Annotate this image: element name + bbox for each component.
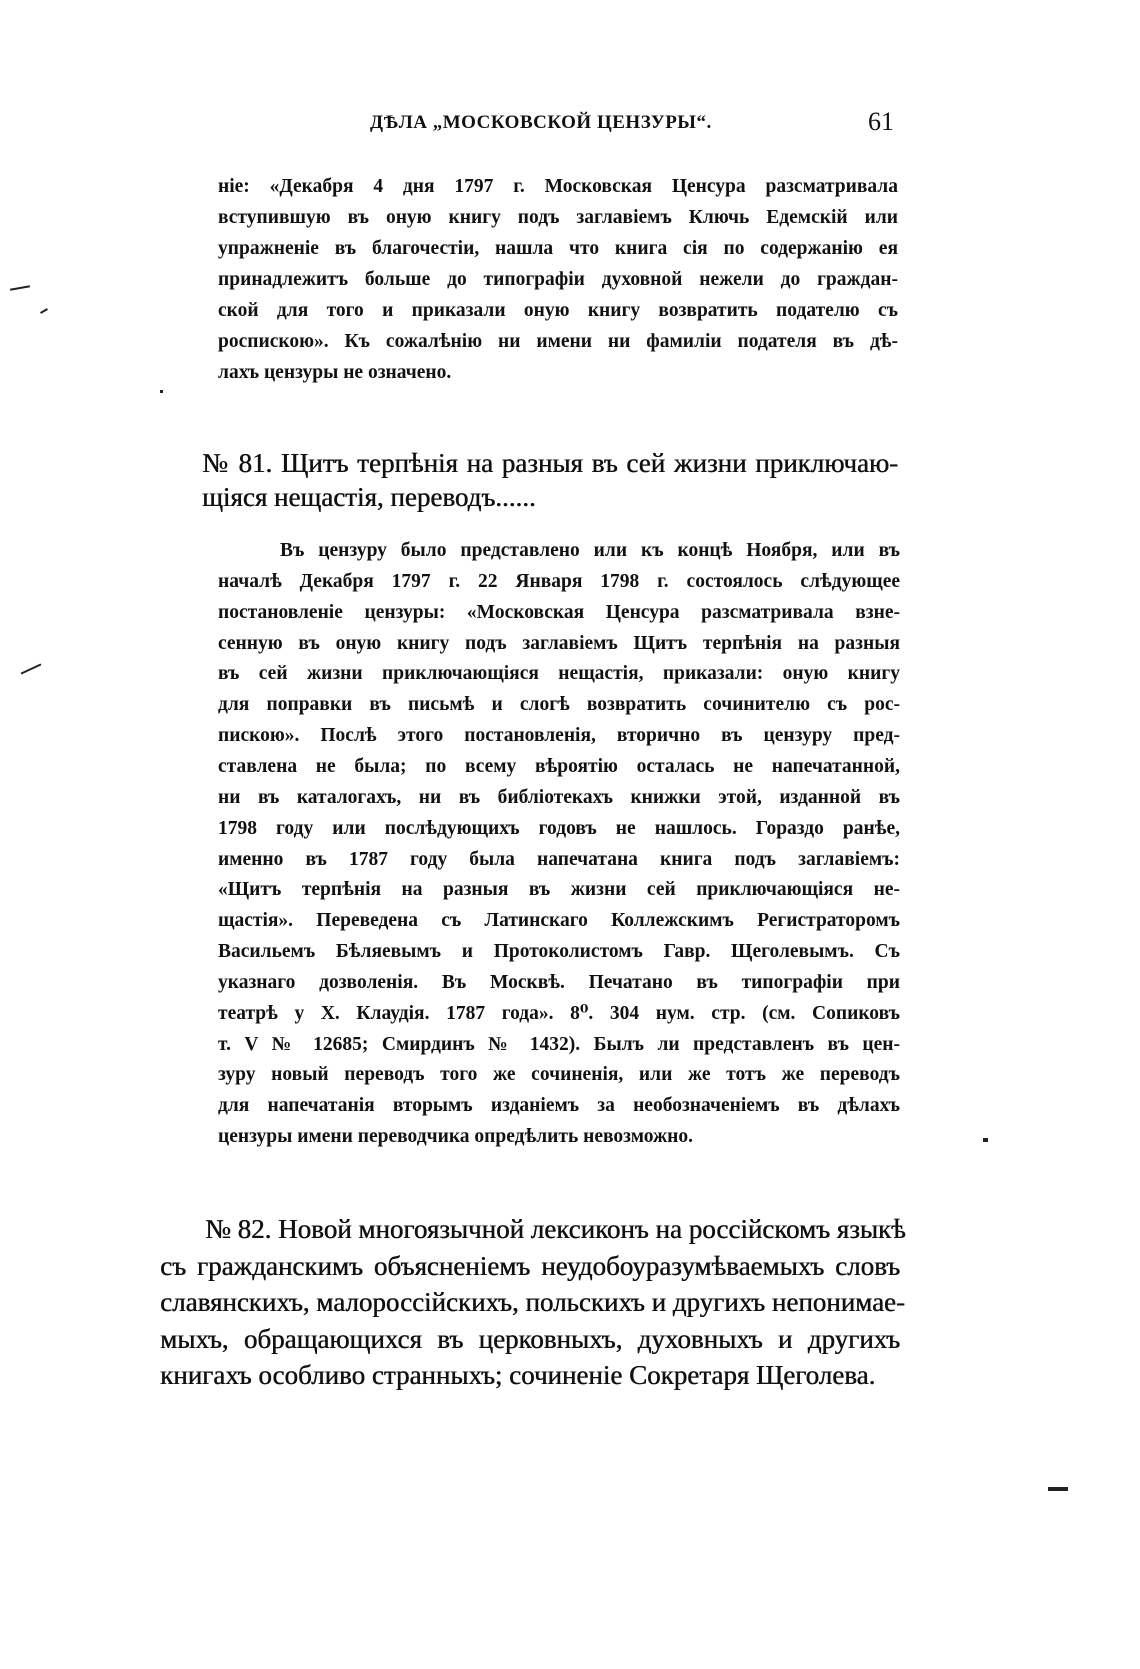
text-line: ніе: «Декабря 4 дня 1797 г. Московская Ценсура разсматривала <box>218 176 898 197</box>
text-line: т. V № 12685; Смирдинъ № 1432). Былъ ли представленъ въ цен- <box>218 1033 900 1055</box>
text-line: зуру новый переводъ того же сочиненія, или же тотъ же переводъ <box>218 1064 900 1086</box>
heading-line: № 82. Новой многоязычной лексиконъ на россійскомъ языкѣ <box>205 1214 906 1244</box>
scan-speck <box>160 390 163 393</box>
text-line: сенную въ оную книгу подъ заглавіемъ Щитъ терпѣнія на разныя <box>218 632 900 654</box>
scan-speck <box>1048 1487 1068 1491</box>
scan-speck <box>21 663 42 674</box>
text-line: «Щитъ терпѣнія на разныя въ жизни сей приключающіяся не- <box>218 879 900 901</box>
text-line: цензуры имени переводчика опредѣлить невозможно. <box>218 1126 694 1148</box>
heading-line: славянскихъ, малороссійскихъ, польскихъ и другихъ непонимае- <box>160 1287 905 1317</box>
text-line: щастія». Переведена съ Латинскаго Коллежскимъ Регистраторомъ <box>218 910 900 932</box>
text-line: принадлежитъ больше до типографіи духовной нежели до граждан- <box>218 269 898 290</box>
text-line: началѣ Декабря 1797 г. 22 Января 1798 г. состоялось слѣдующее <box>218 570 900 592</box>
text-line: пискою». Послѣ этого постановленія, вторично въ цензуру пред- <box>218 725 900 747</box>
text-line: для напечатанія вторымъ изданіемъ за необозначеніемъ въ дѣлахъ <box>218 1095 900 1117</box>
text-line: вступившую въ оную книгу подъ заглавіемъ Ключь Едемскій или <box>218 207 898 228</box>
text-line: для поправки въ письмѣ и слогѣ возвратить сочинителю съ рос- <box>218 694 900 716</box>
text-line: ни въ каталогахъ, ни въ библіотекахъ книжки этой, изданной въ <box>218 786 900 808</box>
scan-speck <box>10 285 30 290</box>
running-title: ДѢЛА „МОСКОВСКОЙ ЦЕНЗУРЫ“. <box>370 112 712 133</box>
heading-line: мыхъ, обращающихся въ церковныхъ, духовныхъ и другихъ <box>160 1323 900 1354</box>
text-line: ской для того и приказали оную книгу возвратить подателю съ <box>218 300 898 321</box>
scan-speck <box>40 308 48 314</box>
text-line: въ сей жизни приключающіяся нещастія, приказали: оную книгу <box>218 663 900 685</box>
heading-line: книгахъ особливо странныхъ; сочиненіе Сокретаря Щеголева. <box>160 1360 876 1390</box>
text-line: ставлена не была; по всему вѣроятію осталась не напечатанной, <box>218 755 900 777</box>
page-number: 61 <box>868 107 894 136</box>
heading-line: № 81. Щитъ терпѣнія на разныя въ сей жизни приключаю- <box>202 448 898 478</box>
heading-line: съ гражданскимъ объясненіемъ неудобоуразумѣваемыхъ словъ <box>160 1250 900 1281</box>
text-line: именно въ 1787 году была напечатана книга подъ заглавіемъ: <box>218 848 900 870</box>
text-line: постановленіе цензуры: «Московская Ценсура разсматривала взне- <box>218 601 900 623</box>
text-line: упражненіе въ благочестіи, нашла что книга сія по содержанію ея <box>218 238 898 259</box>
heading-line: щіяся нещастія, переводъ...... <box>202 482 536 512</box>
text-line: Въ цензуру было представлено или къ концѣ Ноября, или въ <box>280 540 900 561</box>
text-line: театрѣ у Х. Клаудія. 1787 года». 8⁰. 304 нум. стр. (см. Сопиковъ <box>218 1002 900 1024</box>
scan-speck <box>983 1138 988 1142</box>
text-line: лахъ цензуры не означено. <box>218 362 452 383</box>
text-line: 1798 году или послѣдующихъ годовъ не нашлось. Гораздо ранѣе, <box>218 817 900 839</box>
text-line: указнаго дозволенія. Въ Москвѣ. Печатано въ типографіи при <box>218 971 900 993</box>
text-line: Васильемъ Бѣляевымъ и Протоколистомъ Гавр. Щеголевымъ. Съ <box>218 941 900 963</box>
text-line: роспискою». Къ сожалѣнію ни имени ни фамиліи подателя въ дѣ- <box>218 331 898 352</box>
